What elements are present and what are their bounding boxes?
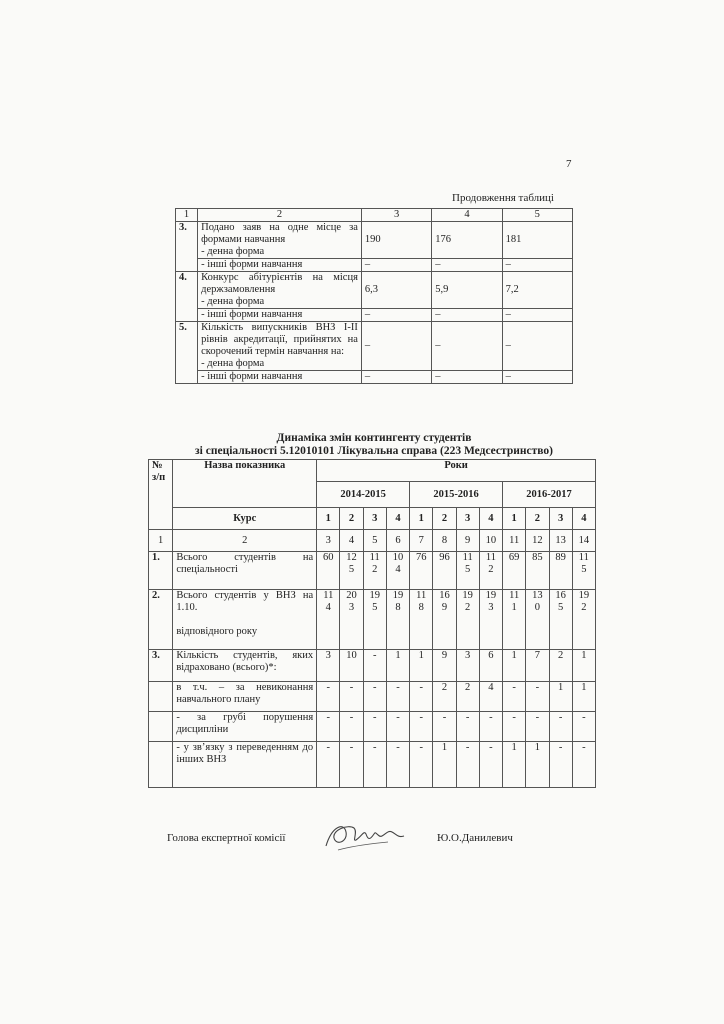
course-number: 3 <box>363 508 386 530</box>
row-number: 3. <box>176 222 198 272</box>
course-number: 4 <box>479 508 502 530</box>
value-cell <box>549 552 572 590</box>
value-cell <box>549 712 572 742</box>
indicator-name <box>173 650 317 682</box>
value-cell <box>572 552 595 590</box>
value-text: - <box>326 712 331 723</box>
value-cell <box>386 682 409 712</box>
value-cell <box>503 590 526 650</box>
value-text: 69 <box>508 552 520 563</box>
row-label: - інші форми навчання <box>198 309 362 322</box>
value-cell <box>386 712 409 742</box>
value-text: 11 <box>578 552 589 563</box>
value-text: 2 <box>581 602 587 613</box>
row-label <box>198 272 362 309</box>
value-text: 1 <box>557 682 564 693</box>
value-cell <box>317 590 340 650</box>
value-text: 7 <box>534 650 540 661</box>
value-text: 19 <box>392 590 404 601</box>
row-number <box>149 712 173 742</box>
value-cell: 6,3 <box>361 272 431 309</box>
column-index-cell: 1 <box>149 530 173 552</box>
row-label: - інші форми навчання <box>198 259 362 272</box>
value-cell <box>410 712 433 742</box>
value-cell <box>317 712 340 742</box>
value-text: - <box>372 742 377 753</box>
table-row <box>176 322 573 371</box>
value-text: 19 <box>462 590 473 601</box>
value-cell <box>479 590 502 650</box>
indicator-name-continuation: відповідного року <box>176 626 258 637</box>
table-row <box>176 309 573 322</box>
signatory-name: Ю.О.Данилевич <box>437 832 513 844</box>
course-row <box>149 508 596 530</box>
table-row <box>176 222 573 259</box>
value-text: - <box>349 742 354 753</box>
indicator-name <box>173 590 317 650</box>
course-number: 4 <box>572 508 595 530</box>
value-cell <box>526 590 549 650</box>
value-cell <box>433 650 456 682</box>
value-text: - <box>512 682 516 693</box>
value-text: 8 <box>418 602 424 613</box>
year-header: 2016-2017 <box>503 482 596 508</box>
value-text: 60 <box>323 552 334 563</box>
indicator-name-text: - у зв’язку з переведенням до інших ВНЗ <box>176 742 314 765</box>
value-cell <box>479 650 502 682</box>
value-cell <box>503 712 526 742</box>
col-years-header: Роки <box>317 460 596 482</box>
value-cell <box>340 682 363 712</box>
course-number: 1 <box>410 508 433 530</box>
value-cell: – <box>432 322 502 371</box>
handwritten-signature <box>318 816 408 856</box>
value-text: 5 <box>581 564 587 575</box>
course-number: 1 <box>503 508 526 530</box>
value-text: 8 <box>395 602 401 613</box>
page-number: 7 <box>566 158 572 170</box>
row-number: 5. <box>176 322 198 384</box>
value-cell <box>526 712 549 742</box>
value-cell <box>363 742 386 788</box>
row-number <box>149 742 173 788</box>
table-row <box>176 371 573 384</box>
value-cell: – <box>432 259 502 272</box>
value-text: - <box>465 742 470 753</box>
value-text: - <box>582 742 586 753</box>
value-cell <box>433 682 456 712</box>
value-text: 0 <box>534 602 540 613</box>
value-text: 11 <box>462 552 473 563</box>
signature-label: Голова експертної комісії <box>167 832 286 844</box>
value-text: - <box>349 682 354 693</box>
indicator-name-text: Всього студентів на спеціальності <box>176 552 314 575</box>
value-text: - <box>372 682 377 693</box>
value-cell: – <box>502 322 572 371</box>
value-cell <box>363 712 386 742</box>
value-cell <box>340 650 363 682</box>
column-index-cell: 5 <box>363 530 386 552</box>
value-text: - <box>419 742 423 753</box>
table-row <box>176 259 573 272</box>
value-text: 1 <box>395 650 401 661</box>
value-cell <box>317 682 340 712</box>
value-cell <box>549 590 572 650</box>
course-number: 2 <box>526 508 549 530</box>
value-text: 5 <box>465 564 471 575</box>
value-cell <box>479 712 502 742</box>
value-cell <box>317 650 340 682</box>
value-cell <box>456 552 479 590</box>
value-text: 2 <box>465 602 471 613</box>
contingent-table <box>148 459 596 788</box>
indicator-name <box>173 712 317 742</box>
value-text: - <box>489 712 493 723</box>
value-cell <box>317 552 340 590</box>
value-cell: – <box>502 259 572 272</box>
table-header-row <box>176 209 573 222</box>
admission-table <box>175 208 573 384</box>
header-cell: 3 <box>361 209 431 222</box>
value-text: - <box>465 712 470 723</box>
table-row <box>149 552 596 590</box>
value-cell <box>363 682 386 712</box>
value-cell: – <box>361 309 431 322</box>
value-cell <box>386 742 409 788</box>
value-text: 3 <box>488 602 494 613</box>
header-cell: 4 <box>432 209 502 222</box>
value-cell <box>433 552 456 590</box>
value-cell <box>503 650 526 682</box>
value-cell: – <box>361 371 431 384</box>
value-cell <box>410 682 433 712</box>
row-sublabel: - денна форма <box>201 358 265 369</box>
table-continuation-label: Продовження таблиці <box>452 192 554 204</box>
section-title <box>150 432 598 458</box>
value-text: 1 <box>511 742 517 753</box>
value-text: 11 <box>369 552 380 563</box>
table-row <box>176 272 573 309</box>
value-text: 2 <box>557 650 564 661</box>
column-index-cell: 2 <box>173 530 317 552</box>
value-text: 9 <box>441 602 448 613</box>
row-label: - інші форми навчання <box>198 371 362 384</box>
value-text: 2 <box>372 564 378 575</box>
column-index-cell: 8 <box>433 530 456 552</box>
value-cell: – <box>502 309 572 322</box>
year-header: 2014-2015 <box>317 482 410 508</box>
value-text: - <box>535 682 540 693</box>
value-text: - <box>396 682 400 693</box>
value-cell <box>456 682 479 712</box>
value-text: - <box>372 650 377 661</box>
row-label-text: Конкурс абітурієнтів на місця держзамовлення <box>201 272 358 295</box>
indicator-name-text: в т.ч. – за невиконання навчального плану <box>176 682 314 705</box>
value-cell <box>433 590 456 650</box>
value-text: 5 <box>557 602 564 613</box>
value-cell <box>340 712 363 742</box>
value-text: - <box>419 712 423 723</box>
value-cell <box>386 590 409 650</box>
value-text: 11 <box>485 552 496 563</box>
value-text: - <box>558 742 563 753</box>
value-text: 20 <box>346 590 357 601</box>
value-cell: – <box>361 259 431 272</box>
value-text: 85 <box>532 552 543 563</box>
value-cell <box>410 552 433 590</box>
table-row <box>149 712 596 742</box>
value-cell <box>433 742 456 788</box>
value-text: - <box>582 712 586 723</box>
column-index-cell: 13 <box>549 530 572 552</box>
value-text: 1 <box>581 682 587 693</box>
value-cell <box>456 742 479 788</box>
table-header-row <box>149 460 596 482</box>
value-cell <box>526 742 549 788</box>
value-cell: – <box>432 309 502 322</box>
course-number: 3 <box>456 508 479 530</box>
value-text: 96 <box>439 552 450 563</box>
section-title-line: Динаміка змін контингенту студентів <box>276 432 472 444</box>
value-text: 76 <box>415 552 427 563</box>
row-label-text: Кількість випускників ВНЗ І-ІІ рівнів акредитації, прийнятих на скорочений термін навчання на: <box>201 322 358 357</box>
column-index-cell: 11 <box>503 530 526 552</box>
value-cell <box>433 712 456 742</box>
value-text: 11 <box>323 590 334 601</box>
value-text: 19 <box>369 590 380 601</box>
value-text: 5 <box>348 564 355 575</box>
row-label <box>198 222 362 259</box>
column-index-cell: 3 <box>317 530 340 552</box>
value-text: 3 <box>465 650 471 661</box>
value-cell <box>386 650 409 682</box>
table-row <box>149 682 596 712</box>
table-row <box>149 742 596 788</box>
value-cell: – <box>432 371 502 384</box>
value-cell: 7,2 <box>502 272 572 309</box>
value-text: 89 <box>555 552 566 563</box>
column-index-cell: 10 <box>479 530 502 552</box>
value-text: 16 <box>439 590 450 601</box>
course-number: 2 <box>433 508 456 530</box>
value-cell <box>340 552 363 590</box>
row-number: 2. <box>149 590 173 650</box>
value-cell <box>549 650 572 682</box>
value-cell <box>456 650 479 682</box>
value-text: 19 <box>578 590 590 601</box>
value-cell: 181 <box>502 222 572 259</box>
value-text: - <box>558 712 563 723</box>
spacer <box>176 614 313 626</box>
value-cell <box>572 712 595 742</box>
header-cell: 2 <box>198 209 362 222</box>
row-label-text: Подано заяв на одне місце за формами навчання <box>201 222 358 245</box>
value-cell <box>503 742 526 788</box>
value-cell <box>340 742 363 788</box>
value-text: 11 <box>416 590 427 601</box>
value-text: 3 <box>325 650 331 661</box>
value-text: - <box>349 712 354 723</box>
value-text: 1 <box>534 742 540 753</box>
indicator-name <box>173 682 317 712</box>
value-cell <box>363 590 386 650</box>
header-cell: 1 <box>176 209 198 222</box>
row-number: 4. <box>176 272 198 322</box>
column-index-cell: 12 <box>526 530 549 552</box>
value-text: 4 <box>488 682 494 693</box>
value-text: 3 <box>348 602 355 613</box>
value-cell <box>526 682 549 712</box>
table-row <box>149 590 596 650</box>
value-cell <box>317 742 340 788</box>
value-cell <box>503 552 526 590</box>
value-text: 1 <box>441 742 448 753</box>
value-text: 2 <box>465 682 471 693</box>
value-cell <box>572 682 595 712</box>
course-number: 3 <box>549 508 572 530</box>
value-text: 11 <box>509 590 520 601</box>
value-text: 10 <box>346 650 357 661</box>
value-text: 10 <box>392 552 404 563</box>
value-text: 4 <box>395 564 401 575</box>
value-cell <box>340 590 363 650</box>
value-text: 1 <box>418 650 424 661</box>
header-cell: 5 <box>502 209 572 222</box>
year-header: 2015-2016 <box>410 482 503 508</box>
value-text: 13 <box>532 590 543 601</box>
value-text: 2 <box>488 564 494 575</box>
value-cell <box>363 552 386 590</box>
value-cell <box>572 650 595 682</box>
row-sublabel: - денна форма <box>201 246 265 257</box>
value-cell: – <box>502 371 572 384</box>
value-cell <box>549 682 572 712</box>
value-cell <box>363 650 386 682</box>
value-text: 16 <box>555 590 566 601</box>
row-number: 3. <box>149 650 173 682</box>
indicator-name-text: Всього студентів у ВНЗ на 1.10. <box>176 590 314 613</box>
value-text: - <box>489 742 493 753</box>
value-cell: 176 <box>432 222 502 259</box>
value-cell <box>479 682 502 712</box>
value-cell: – <box>361 322 431 371</box>
course-label: Курс <box>173 508 317 530</box>
value-cell <box>456 712 479 742</box>
value-cell <box>410 650 433 682</box>
column-index-row <box>149 530 596 552</box>
value-text: 5 <box>372 602 378 613</box>
table-row <box>149 650 596 682</box>
row-number <box>149 682 173 712</box>
value-text: - <box>535 712 540 723</box>
value-text: - <box>326 742 331 753</box>
col-number-header: № з/п <box>149 460 173 530</box>
indicator-name <box>173 742 317 788</box>
value-text: - <box>396 742 400 753</box>
row-label <box>198 322 362 371</box>
column-index-cell: 6 <box>386 530 409 552</box>
value-cell <box>572 590 595 650</box>
course-number: 1 <box>317 508 340 530</box>
column-index-cell: 7 <box>410 530 433 552</box>
value-cell <box>410 590 433 650</box>
indicator-name <box>173 552 317 590</box>
value-cell <box>410 742 433 788</box>
value-text: 2 <box>441 682 448 693</box>
value-cell <box>526 552 549 590</box>
value-cell <box>386 552 409 590</box>
value-text: 6 <box>488 650 494 661</box>
value-text: - <box>512 712 516 723</box>
value-text: - <box>372 712 377 723</box>
row-number: 1. <box>149 552 173 590</box>
value-cell: 190 <box>361 222 431 259</box>
value-cell <box>479 552 502 590</box>
indicator-name-text: Кількість студентів, яких відраховано (всього)*: <box>176 650 314 673</box>
value-text: 1 <box>511 602 517 613</box>
column-index-cell: 4 <box>340 530 363 552</box>
value-text: 12 <box>346 552 357 563</box>
value-text: 19 <box>485 590 497 601</box>
value-text: - <box>326 682 331 693</box>
column-index-cell: 9 <box>456 530 479 552</box>
value-text: 1 <box>511 650 517 661</box>
indicator-name-text: - за грубі порушення дисципліни <box>176 712 314 735</box>
value-text: - <box>396 712 400 723</box>
value-text: - <box>442 712 447 723</box>
col-name-header: Назва показника <box>173 460 317 508</box>
row-sublabel: - денна форма <box>201 296 265 307</box>
course-number: 2 <box>340 508 363 530</box>
value-text: 4 <box>325 602 331 613</box>
value-cell <box>456 590 479 650</box>
column-index-cell: 14 <box>572 530 595 552</box>
value-cell <box>503 682 526 712</box>
value-cell <box>526 650 549 682</box>
value-cell <box>549 742 572 788</box>
course-number: 4 <box>386 508 409 530</box>
value-text: 1 <box>581 650 587 661</box>
value-text: - <box>419 682 423 693</box>
value-cell <box>479 742 502 788</box>
value-cell: 5,9 <box>432 272 502 309</box>
value-cell <box>572 742 595 788</box>
section-subtitle-line: зі спеціальності 5.12010101 Лікувальна справа (223 Медсестринство) <box>195 445 553 457</box>
value-text: 9 <box>441 650 448 661</box>
